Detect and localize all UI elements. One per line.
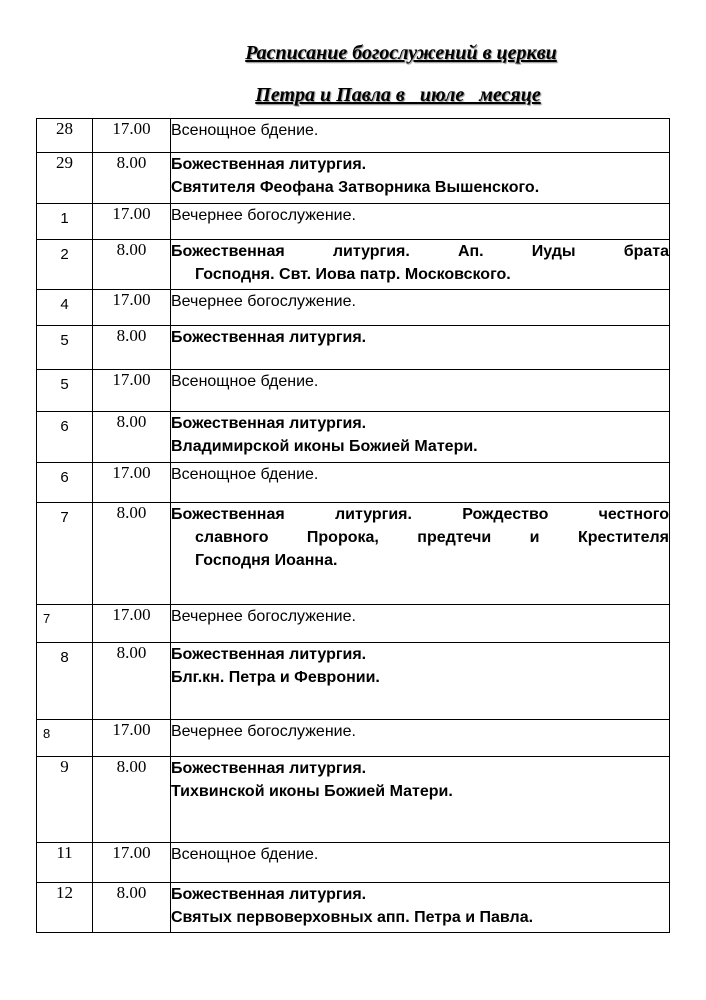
time-cell: 17.00	[93, 204, 171, 240]
day-cell: 6	[37, 463, 93, 503]
service-description-line: Всенощное бдение.	[171, 466, 319, 483]
schedule-body	[37, 119, 670, 933]
time-cell: 17.00	[93, 720, 171, 757]
service-description-line: Господня. Свт. Иова патр. Московского.	[195, 266, 511, 283]
day-cell: 7	[37, 503, 93, 605]
table-row	[37, 412, 670, 463]
table-row	[37, 757, 670, 843]
table-row	[37, 605, 670, 643]
service-description-cell	[171, 412, 670, 463]
table-row	[37, 290, 670, 326]
service-description-cell	[171, 153, 670, 204]
service-description-line: Блг.кн. Петра и Февронии.	[171, 669, 380, 686]
service-description-cell	[171, 240, 670, 290]
service-description-cell	[171, 720, 670, 757]
time-cell: 17.00	[93, 370, 171, 412]
time-cell: 17.00	[93, 119, 171, 153]
service-description-cell	[171, 643, 670, 720]
service-description-cell	[171, 326, 670, 370]
service-description-line: Божественная литургия.	[171, 329, 367, 346]
day-cell: 9	[37, 757, 93, 843]
time-cell: 17.00	[93, 290, 171, 326]
service-description-line: Владимирской иконы Божией Матери.	[171, 438, 478, 455]
time-cell: 8.00	[93, 153, 171, 204]
day-cell: 2	[37, 240, 93, 290]
service-description-line: Всенощное бдение.	[171, 373, 319, 390]
day-cell: 12	[37, 883, 93, 933]
service-description-line: Божественная литургия.	[171, 760, 367, 777]
day-cell: 7	[37, 605, 93, 643]
service-description-cell	[171, 883, 670, 933]
service-description-cell	[171, 605, 670, 643]
day-cell: 4	[37, 290, 93, 326]
table-row	[37, 843, 670, 883]
service-description-line: Господня Иоанна.	[195, 552, 338, 569]
day-cell: 1	[37, 204, 93, 240]
table-row	[37, 503, 670, 605]
service-description-line: Вечернее богослужение.	[171, 293, 356, 310]
service-description-line: Божественная литургия. Рождество честного	[171, 506, 669, 523]
day-cell: 8	[37, 720, 93, 757]
service-description-line: Святых первоверховных апп. Петра и Павла.	[171, 909, 534, 926]
time-cell: 17.00	[93, 843, 171, 883]
table-row	[37, 240, 670, 290]
time-cell: 8.00	[93, 326, 171, 370]
service-description-cell	[171, 119, 670, 153]
service-description-line: Всенощное бдение.	[171, 846, 319, 863]
service-description-line: Тихвинской иконы Божией Матери.	[171, 783, 453, 800]
table-row	[37, 463, 670, 503]
service-description-cell	[171, 290, 670, 326]
service-description-cell	[171, 843, 670, 883]
day-cell: 29	[37, 153, 93, 204]
time-cell: 17.00	[93, 463, 171, 503]
day-cell: 5	[37, 326, 93, 370]
time-cell: 8.00	[93, 883, 171, 933]
service-description-line: Божественная литургия.	[171, 646, 367, 663]
service-description-line: Вечернее богослужение.	[171, 608, 356, 625]
schedule-table	[36, 118, 670, 933]
table-row	[37, 153, 670, 204]
table-row	[37, 119, 670, 153]
time-cell: 8.00	[93, 412, 171, 463]
time-cell: 8.00	[93, 757, 171, 843]
service-description-line: Божественная литургия. Ап. Иуды брата	[171, 243, 669, 260]
time-cell: 17.00	[93, 605, 171, 643]
time-cell: 8.00	[93, 643, 171, 720]
service-description-line: Вечернее богослужение.	[171, 207, 356, 224]
table-row	[37, 643, 670, 720]
service-description-line: Всенощное бдение.	[171, 122, 319, 139]
schedule-title: Расписание богослужений в церкви	[245, 42, 557, 64]
day-cell: 28	[37, 119, 93, 153]
service-description-line: Божественная литургия.	[171, 415, 367, 432]
time-cell: 8.00	[93, 240, 171, 290]
service-description-line: славного Пророка, предтечи и Крестителя	[195, 529, 669, 546]
service-description-cell	[171, 757, 670, 843]
service-description-cell	[171, 463, 670, 503]
service-description-line: Вечернее богослужение.	[171, 723, 356, 740]
service-description-cell	[171, 204, 670, 240]
day-cell: 11	[37, 843, 93, 883]
table-row	[37, 204, 670, 240]
day-cell: 5	[37, 370, 93, 412]
schedule-subtitle: Петра и Павла в июле месяце	[255, 84, 541, 106]
day-cell: 8	[37, 643, 93, 720]
service-description-cell	[171, 503, 670, 605]
service-description-line: Божественная литургия.	[171, 156, 367, 173]
table-row	[37, 370, 670, 412]
table-row	[37, 720, 670, 757]
day-cell: 6	[37, 412, 93, 463]
time-cell: 8.00	[93, 503, 171, 605]
table-row	[37, 883, 670, 933]
table-row	[37, 326, 670, 370]
service-description-line: Святителя Феофана Затворника Вышенского.	[171, 179, 540, 196]
service-description-line: Божественная литургия.	[171, 886, 367, 903]
service-description-cell	[171, 370, 670, 412]
